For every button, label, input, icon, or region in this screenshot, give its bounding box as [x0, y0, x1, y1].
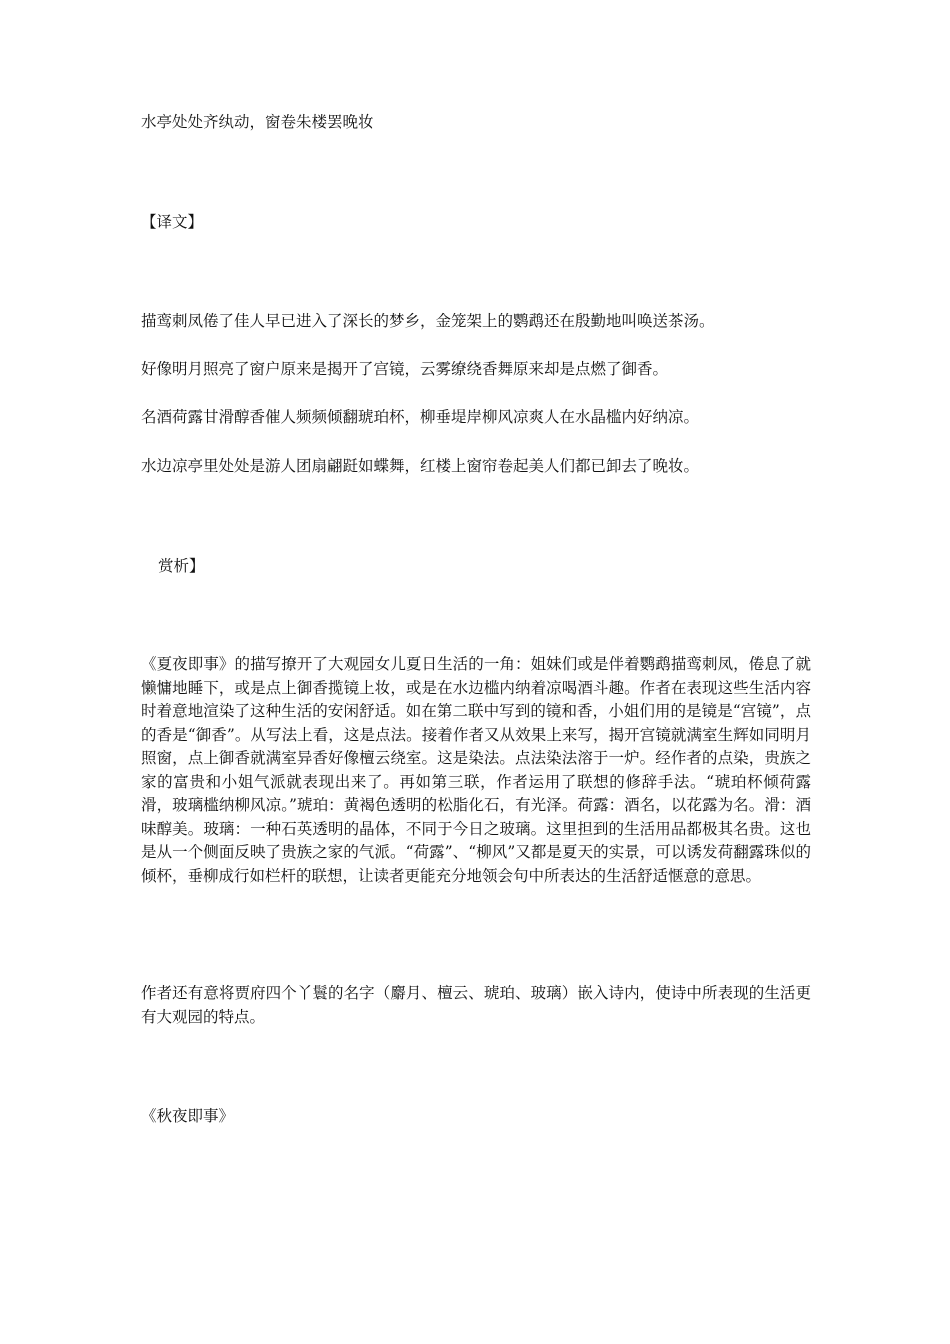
translation-line: 名酒荷露甘滑醇香催人频频倾翻琥珀杯，柳垂堤岸柳风凉爽人在水晶槛内好纳凉。 [141, 408, 700, 426]
appreciation-paragraph: 作者还有意将贾府四个丫鬟的名字（麝月、檀云、琥珀、玻璃）嵌入诗内，使诗中所表现的生活更有大观园的特点。 [141, 984, 811, 1026]
translation-line: 水边凉亭里处处是游人团扇翩跹如蝶舞，红楼上窗帘卷起美人们都已卸去了晚妆。 [141, 457, 700, 475]
next-section-title: 《秋夜即事》 [141, 1107, 235, 1125]
appreciation-paragraph: 《夏夜即事》的描写撩开了大观园女儿夏日生活的一角：姐妹们或是伴着鹦鹉描鸾刺凤，倦息了就懒慵地睡下，或是点上御香揽镜上妆，或是在水边槛内纳着凉喝酒斗趣。作者在表现这些生活内容时着意地渲染了这种生活的安闲舒适。如在第二联中写到的镜和香，小姐们用的是镜是“宫镜”，点的香是“御香”。从写法上看，这是点法。接着作者又从效果上来写，揭开宫镜就满室生辉如同明月照窗，点上御香就满室异香好像檀云绕室。这是染法。点法染法溶于一炉。经作者的点染，贵族之家的富贵和小姐气派就表现出来了。再如第三联，作者运用了联想的修辞手法。“琥珀杯倾荷露滑，玻璃槛纳柳风凉。”琥珀：黄褐色透明的松脂化石，有光泽。荷露：酒名，以花露为名。滑：酒味醇美。玻璃：一种石英透明的晶体，不同于今日之玻璃。这里担到的生活用品都极其名贵。这也是从一个侧面反映了贵族之家的气派。“荷露”、“柳风”又都是夏天的实景，可以诱发荷翻露珠似的倾杯，垂柳成行如栏杆的联想，让读者更能充分地领会句中所表达的生活舒适惬意的意思。 [141, 655, 811, 885]
translation-line: 描鸾刺凤倦了佳人早已进入了深长的梦乡，金笼架上的鹦鹉还在殷勤地叫唤送茶汤。 [141, 312, 715, 330]
poem-line: 水亭处处齐纨动，窗卷朱楼罢晚妆 [141, 113, 374, 131]
translation-line: 好像明月照亮了窗户原来是揭开了宫镜，云雾缭绕香舞原来却是点燃了御香。 [141, 360, 669, 378]
translation-heading: 【译文】 [141, 213, 204, 231]
appreciation-heading: 赏析】 [158, 557, 205, 575]
